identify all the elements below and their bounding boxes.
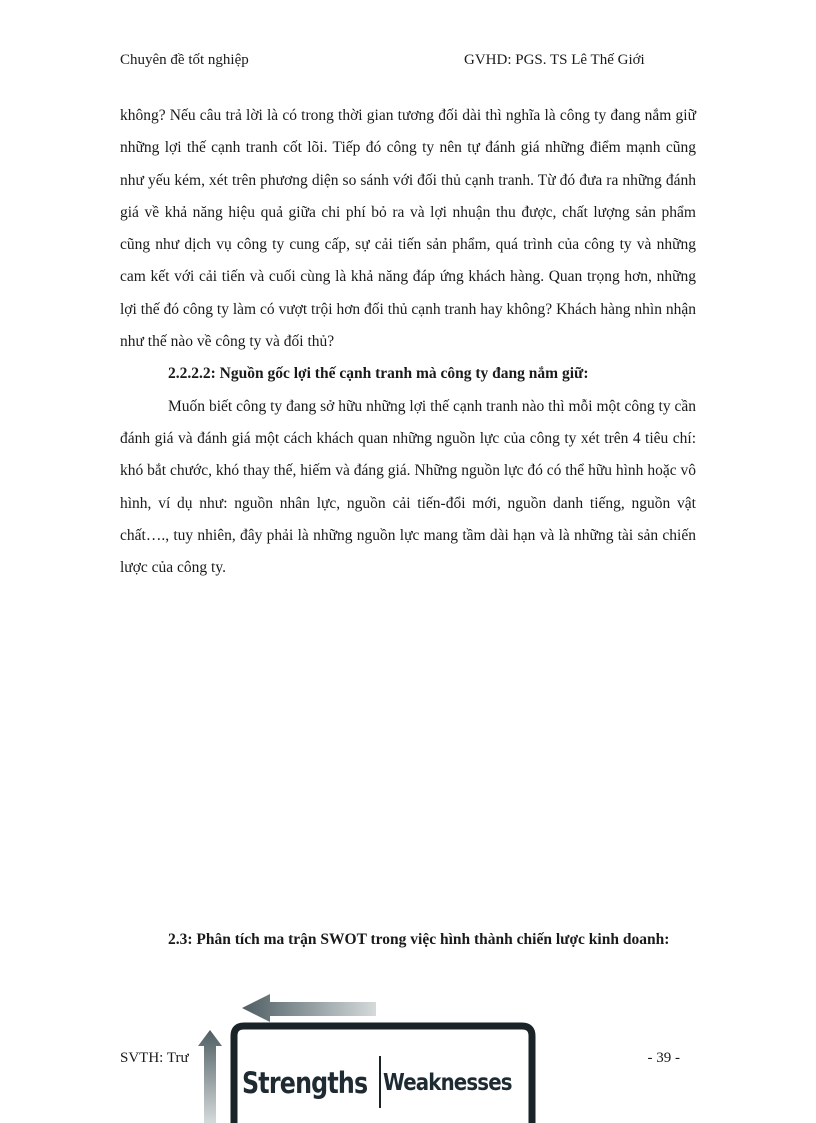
heading-2222: 2.2.2.2: Nguồn gốc lợi thế cạnh tranh mà công ty đang nắm giữ: <box>168 365 589 383</box>
page-footer <box>120 1050 680 1074</box>
body-text <box>120 100 696 584</box>
page-number: - 39 - <box>647 1050 680 1066</box>
paragraph-resources: Muốn biết công ty đang sở hữu những lợi thế cạnh tranh nào thì mỗi một công ty cần đánh giá và đánh giá một cách khách quan những nguồn lực của công ty xét trên 4 tiêu chí: khó bắt chước, khó thay thế, hiếm và đáng giá. Những nguồn lực đó có thể hữu hình hoặc vô hình, ví dụ như: nguồn nhân lực, nguồn cải tiến-đổi mới, nguồn danh tiếng, nguồn vật chất…., tuy nhiên, đây phải là những nguồn lực mang tầm dài hạn và là những tài sản chiến lược của công ty. <box>120 397 696 577</box>
header-course-title: Chuyên đề tốt nghiệp <box>120 52 249 68</box>
paragraph-competitive-advantage: không? Nếu câu trả lời là có trong thời gian tương đối dài thì nghĩa là công ty đang nắm giữ những lợi thế cạnh tranh cốt lõi. Tiếp đó công ty nên tự đánh giá những điểm mạnh cũng như yếu kém, xét trên phương diện so sánh với đối thủ cạnh tranh. Từ đó đưa ra những đánh giá về khả năng hiệu quả giữa chi phí bỏ ra và lợi nhuận thu được, chất lượng sản phẩm cũng như dịch vụ công ty cung cấp, sự cải tiến sản phẩm, quá trình của công ty và những cam kết với cải tiến và cuối cùng là khả năng đáp ứng khách hàng. Quan trọng hơn, những lợi thế đó công ty làm có vượt trội hơn đối thủ cạnh tranh hay không? Khách hàng nhìn nhận như thế nào về công ty và đối thủ? <box>120 107 696 351</box>
page-header <box>120 52 672 74</box>
footer-student: SVTH: Trư <box>120 1050 189 1066</box>
swot-strengths-label: Strengths <box>242 1066 368 1100</box>
up-arrow-icon <box>198 1030 222 1123</box>
left-arrow-icon <box>242 994 376 1022</box>
heading-23-swot <box>120 924 696 956</box>
header-supervisor: GVHD: PGS. TS Lê Thế Giới <box>464 52 645 68</box>
swot-weaknesses-label: Weaknesses <box>383 1070 512 1096</box>
heading-23-text: 2.3: Phân tích ma trận SWOT trong việc hình thành chiến lược kinh doanh: <box>168 931 670 948</box>
